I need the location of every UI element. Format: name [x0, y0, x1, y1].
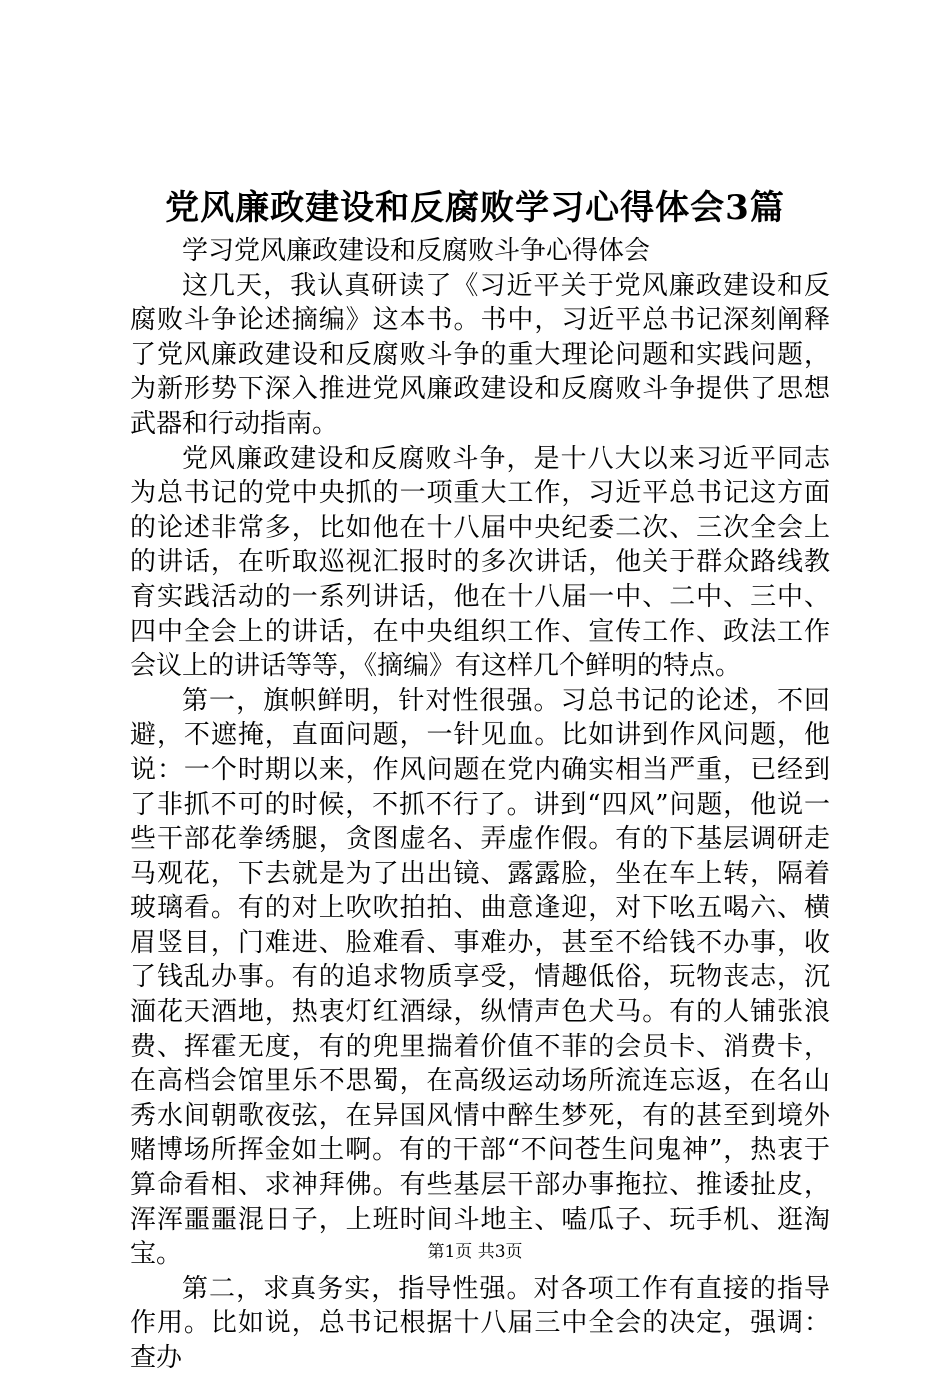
- body-paragraph-4: 第二，求真务实，指导性强。对各项工作有直接的指导作用。比如说，总书记根据十八届三中全会的决定，强调：查办: [130, 1273, 830, 1373]
- body-paragraph-3: 第一，旗帜鲜明，针对性很强。习总书记的论述，不回避，不遮掩，直面问题，一针见血。比如讲到作风问题，他说：一个时期以来，作风问题在党内确实相当严重，已经到了非抓不可的时候，不抓不行了。讲到“四风”问题，他说一些干部花拳绣腿，贪图虚名、弄虚作假。有的下基层调研走马观花，下去就是为了出出镜、露露脸，坐在车上转，隔着玻璃看。有的对上吹吹拍拍、曲意逢迎，对下吆五喝六、横眉竖目，门难进、脸难看、事难办，甚至不给钱不办事，收了钱乱办事。有的追求物质享受，情趣低俗，玩物丧志，沉湎花天酒地，热衷灯红酒绿，纵情声色犬马。有的人铺张浪费、挥霍无度，有的兜里揣着价值不菲的会员卡、消费卡，在高档会馆里乐不思蜀，在高级运动场所流连忘返，在名山秀水间朝歌夜弦，在异国风情中醉生梦死，有的甚至到境外赌博场所挥金如土啊。有的干部“不问苍生问鬼神”，热衷于算命看相、求神拜佛。有些基层干部办事拖拉、推诿扯皮，浑浑噩噩混日子，上班时间斗地主、嗑瓜子、玩手机、逛淘宝。: [130, 685, 830, 1270]
- body-paragraph-1: 这几天，我认真研读了《习近平关于党风廉政建设和反腐败斗争论述摘编》这本书。书中，习近平总书记深刻阐释了党风廉政建设和反腐败斗争的重大理论问题和实践问题，为新形势下深入推进党风廉政建设和反腐败斗争提供了思想武器和行动指南。: [130, 270, 830, 439]
- body-paragraph-2: 党风廉政建设和反腐败斗争，是十八大以来习近平同志为总书记的党中央抓的一项重大工作，习近平总书记这方面的论述非常多，比如他在十八届中央纪委二次、三次全会上的讲话，在听取巡视汇报时的多次讲话，他关于群众路线教育实践活动的一系列讲话，他在十八届一中、二中、三中、四中全会上的讲话，在中央组织工作、宣传工作、政法工作会议上的讲话等等，《摘编》有这样几个鲜明的特点。: [130, 443, 830, 682]
- page-footer: 第1页 共3页: [427, 1242, 523, 1262]
- document-title: 党风廉政建设和反腐败学习心得体会3篇: [165, 188, 785, 228]
- document-subtitle: 学习党风廉政建设和反腐败斗争心得体会: [182, 236, 651, 266]
- document-body: [130, 234, 830, 1376]
